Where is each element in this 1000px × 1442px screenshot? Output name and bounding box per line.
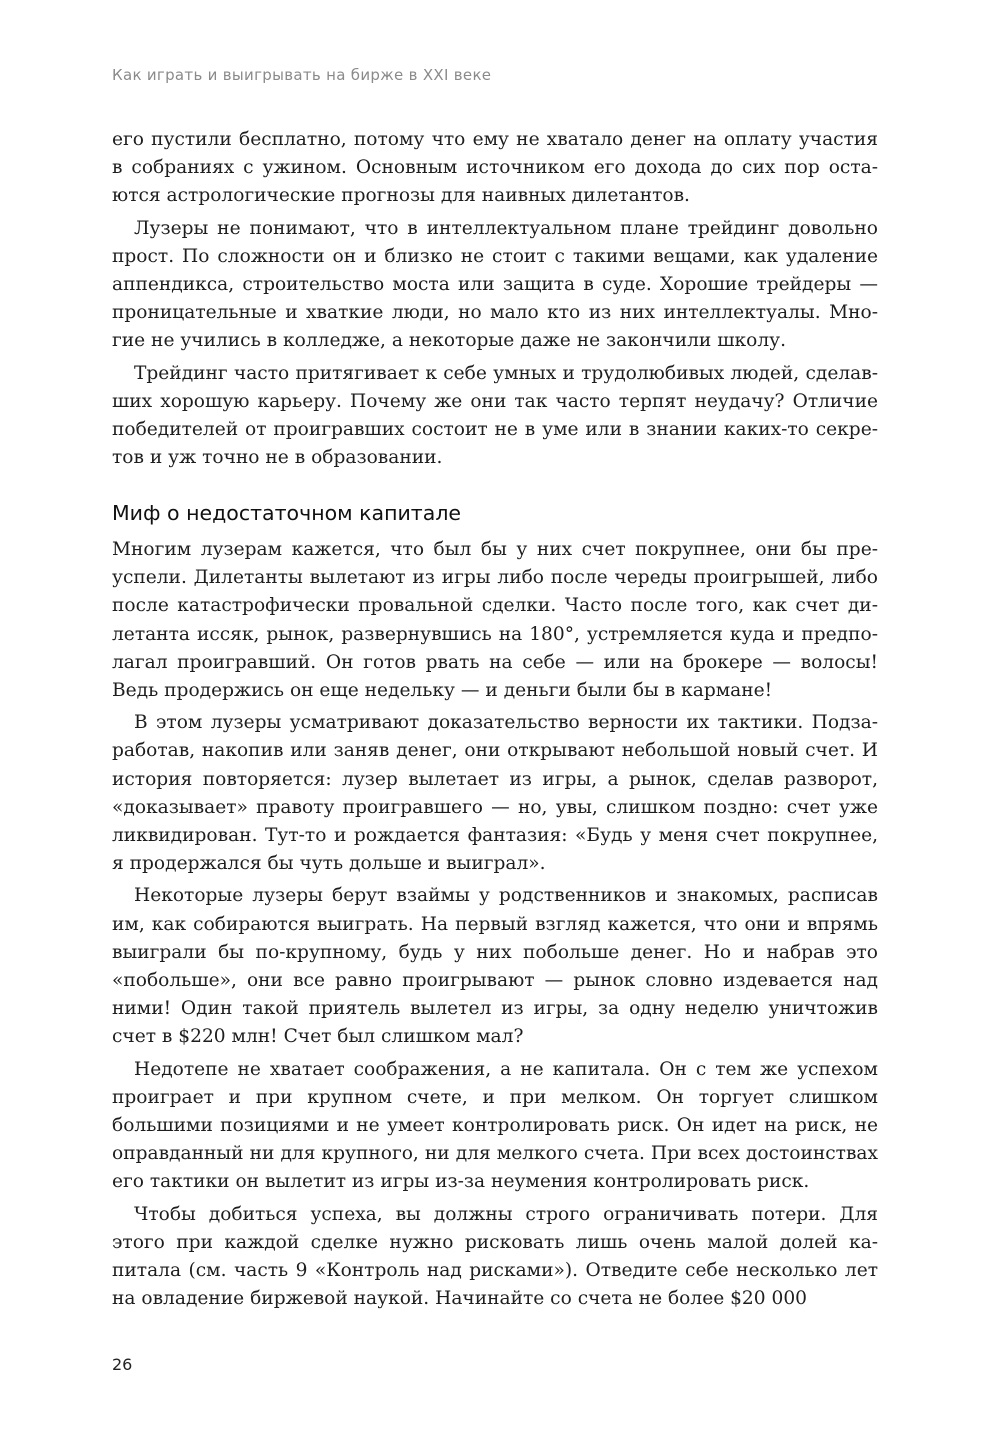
paragraph: Лузеры не понимают, что в интеллектуальном плане трейдинг довольно прост. По сложности он и близко не стоит с такими вещами, как удаление аппендикса, строительство моста или защита в суде. Хорошие трейдеры — проницательные и хваткие люди, но мало кто из них интеллектуалы. Многие не учились в колледже, а некоторые даже не закончили школу. — [112, 217, 878, 352]
intro-text-block — [112, 126, 878, 472]
page-number: 26 — [112, 1355, 133, 1374]
paragraph: В этом лузеры усматривают доказательство верности их тактики. Подзаработав, накопив или заняв денег, они открывают небольшой новый счет. И история повторяется: лузер вылетает из игры, а рынок, сделав разворот, «доказывает» правоту проигравшего — но, увы, слишком поздно: счет уже ликвидирован. Тут-то и рождается фантазия: «Будь у меня счет покрупнее, я продержался бы чуть дольше и выиграл». — [112, 712, 878, 875]
running-head: Как играть и выигрывать на бирже в XXI веке — [112, 66, 492, 84]
paragraph: Трейдинг часто притягивает к себе умных и трудолюбивых людей, сделавших хорошую карьеру. Почему же они так часто терпят неудачу? Отличие победителей от проигравших состоит не в уме или в знании каких-то секретов и уж точно не в образовании. — [112, 362, 878, 469]
section-text-block — [112, 536, 878, 1313]
section-heading: Миф о недостаточном капитале — [112, 501, 462, 525]
paragraph: Некоторые лузеры берут взаймы у родственников и знакомых, расписав им, как собираются выиграть. На первый взгляд кажется, что они и впрямь выиграли бы по-крупному, будь у них побольше денег. Но и набрав это «побольше», они все равно проигрывают — рынок словно издевается над ними! Один такой приятель вылетел из игры, за одну неделю уничтожив счет в $220 млн! Счет был слишком мал? — [112, 885, 878, 1048]
paragraph: Недотепе не хватает соображения, а не капитала. Он с тем же успехом проиграет и при крупном счете, и при мелком. Он торгует слишком большими позициями и не умеет контролировать риск. Он идет на риск, не оправданный ни для крупного, ни для мелкого счета. При всех достоинствах его тактики он вылетит из игры из-за неумения контролировать риск. — [112, 1058, 878, 1193]
paragraph-continued: его пустили бесплатно, потому что ему не хватало денег на оплату участия в собраниях с ужином. Основным источником его дохода до сих пор остаются астрологические прогнозы для наивных дилетантов. — [112, 129, 878, 207]
paragraph: Многим лузерам кажется, что был бы у них счет покрупнее, они бы преуспели. Дилетанты вылетают из игры либо после череды проигрышей, либо после катастрофически провальной сделки. Часто после того, как счет дилетанта иссяк, рынок, развернувшись на 180°, устремляется куда и предполагал проигравший. Он готов рвать на себе — или на брокере — волосы! Ведь продержись он еще недельку — и деньги были бы в кармане! — [112, 539, 878, 702]
paragraph-continues: Чтобы добиться успеха, вы должны строго ограничивать потери. Для этого при каждой сделке нужно рисковать лишь очень малой долей капитала (см. часть 9 «Контроль над рисками»). Отведите себе несколько лет на овладение биржевой наукой. Начинайте со счета не более $20 000 — [112, 1203, 878, 1310]
